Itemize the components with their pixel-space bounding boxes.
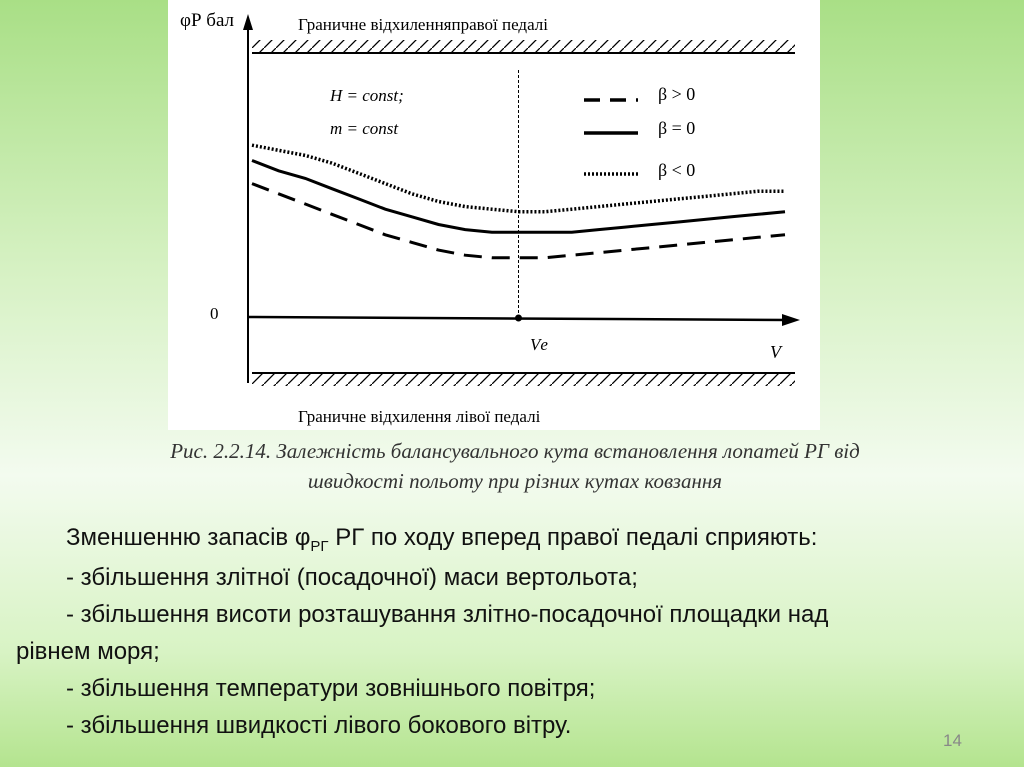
intro-subscript: РГ [310, 537, 329, 555]
intro-text-start: Зменшенню запасів φ [66, 524, 311, 551]
ve-marker-point [515, 315, 522, 322]
bullet-item-temperature: - збільшення температури зовнішнього повітря; [66, 675, 596, 702]
y-axis-arrow [243, 14, 253, 30]
intro-line [66, 520, 817, 565]
bullet-item-altitude-continued: рівнем моря; [16, 638, 160, 665]
y-axis-label: φР бал [180, 10, 235, 31]
lower-limit-hatch [252, 374, 795, 386]
bullet-item-crosswind: - збільшення швидкості лівого бокового вітру. [66, 712, 572, 739]
legend-label-beta-negative: β < 0 [658, 160, 696, 180]
figure-caption-line-2: швидкості польоту при різних кутах ковзання [307, 469, 723, 493]
x-axis-arrow [782, 314, 800, 326]
x-axis-label: V [770, 342, 781, 362]
lower-limit-label: Граничне відхилення лівої педалі [298, 407, 541, 426]
page-number: 14 [943, 731, 962, 750]
legend-label-beta-zero: β = 0 [658, 118, 696, 138]
upper-limit-hatch [252, 40, 795, 53]
bullet-item-altitude: - збільшення висоти розташування злітно-посадочної площадки над [66, 601, 829, 628]
bullet-item-mass: - збільшення злітної (посадочної) маси вертольота; [66, 564, 638, 591]
intro-text-end: РГ по ходу вперед правої педалі сприяють: [328, 524, 818, 551]
upper-limit-label: Граничне відхиленняправої педалі [298, 15, 548, 34]
legend-label-beta-positive: β > 0 [658, 84, 696, 104]
annotation-h-const: H = const; [330, 86, 404, 105]
ve-marker-label: Vе [530, 335, 548, 354]
annotation-m-const: m = const [330, 119, 399, 138]
figure-caption-line-1: Рис. 2.2.14. Залежність балансувального кута встановлення лопатей РГ від [170, 439, 860, 463]
y-zero-label: 0 [210, 304, 219, 323]
